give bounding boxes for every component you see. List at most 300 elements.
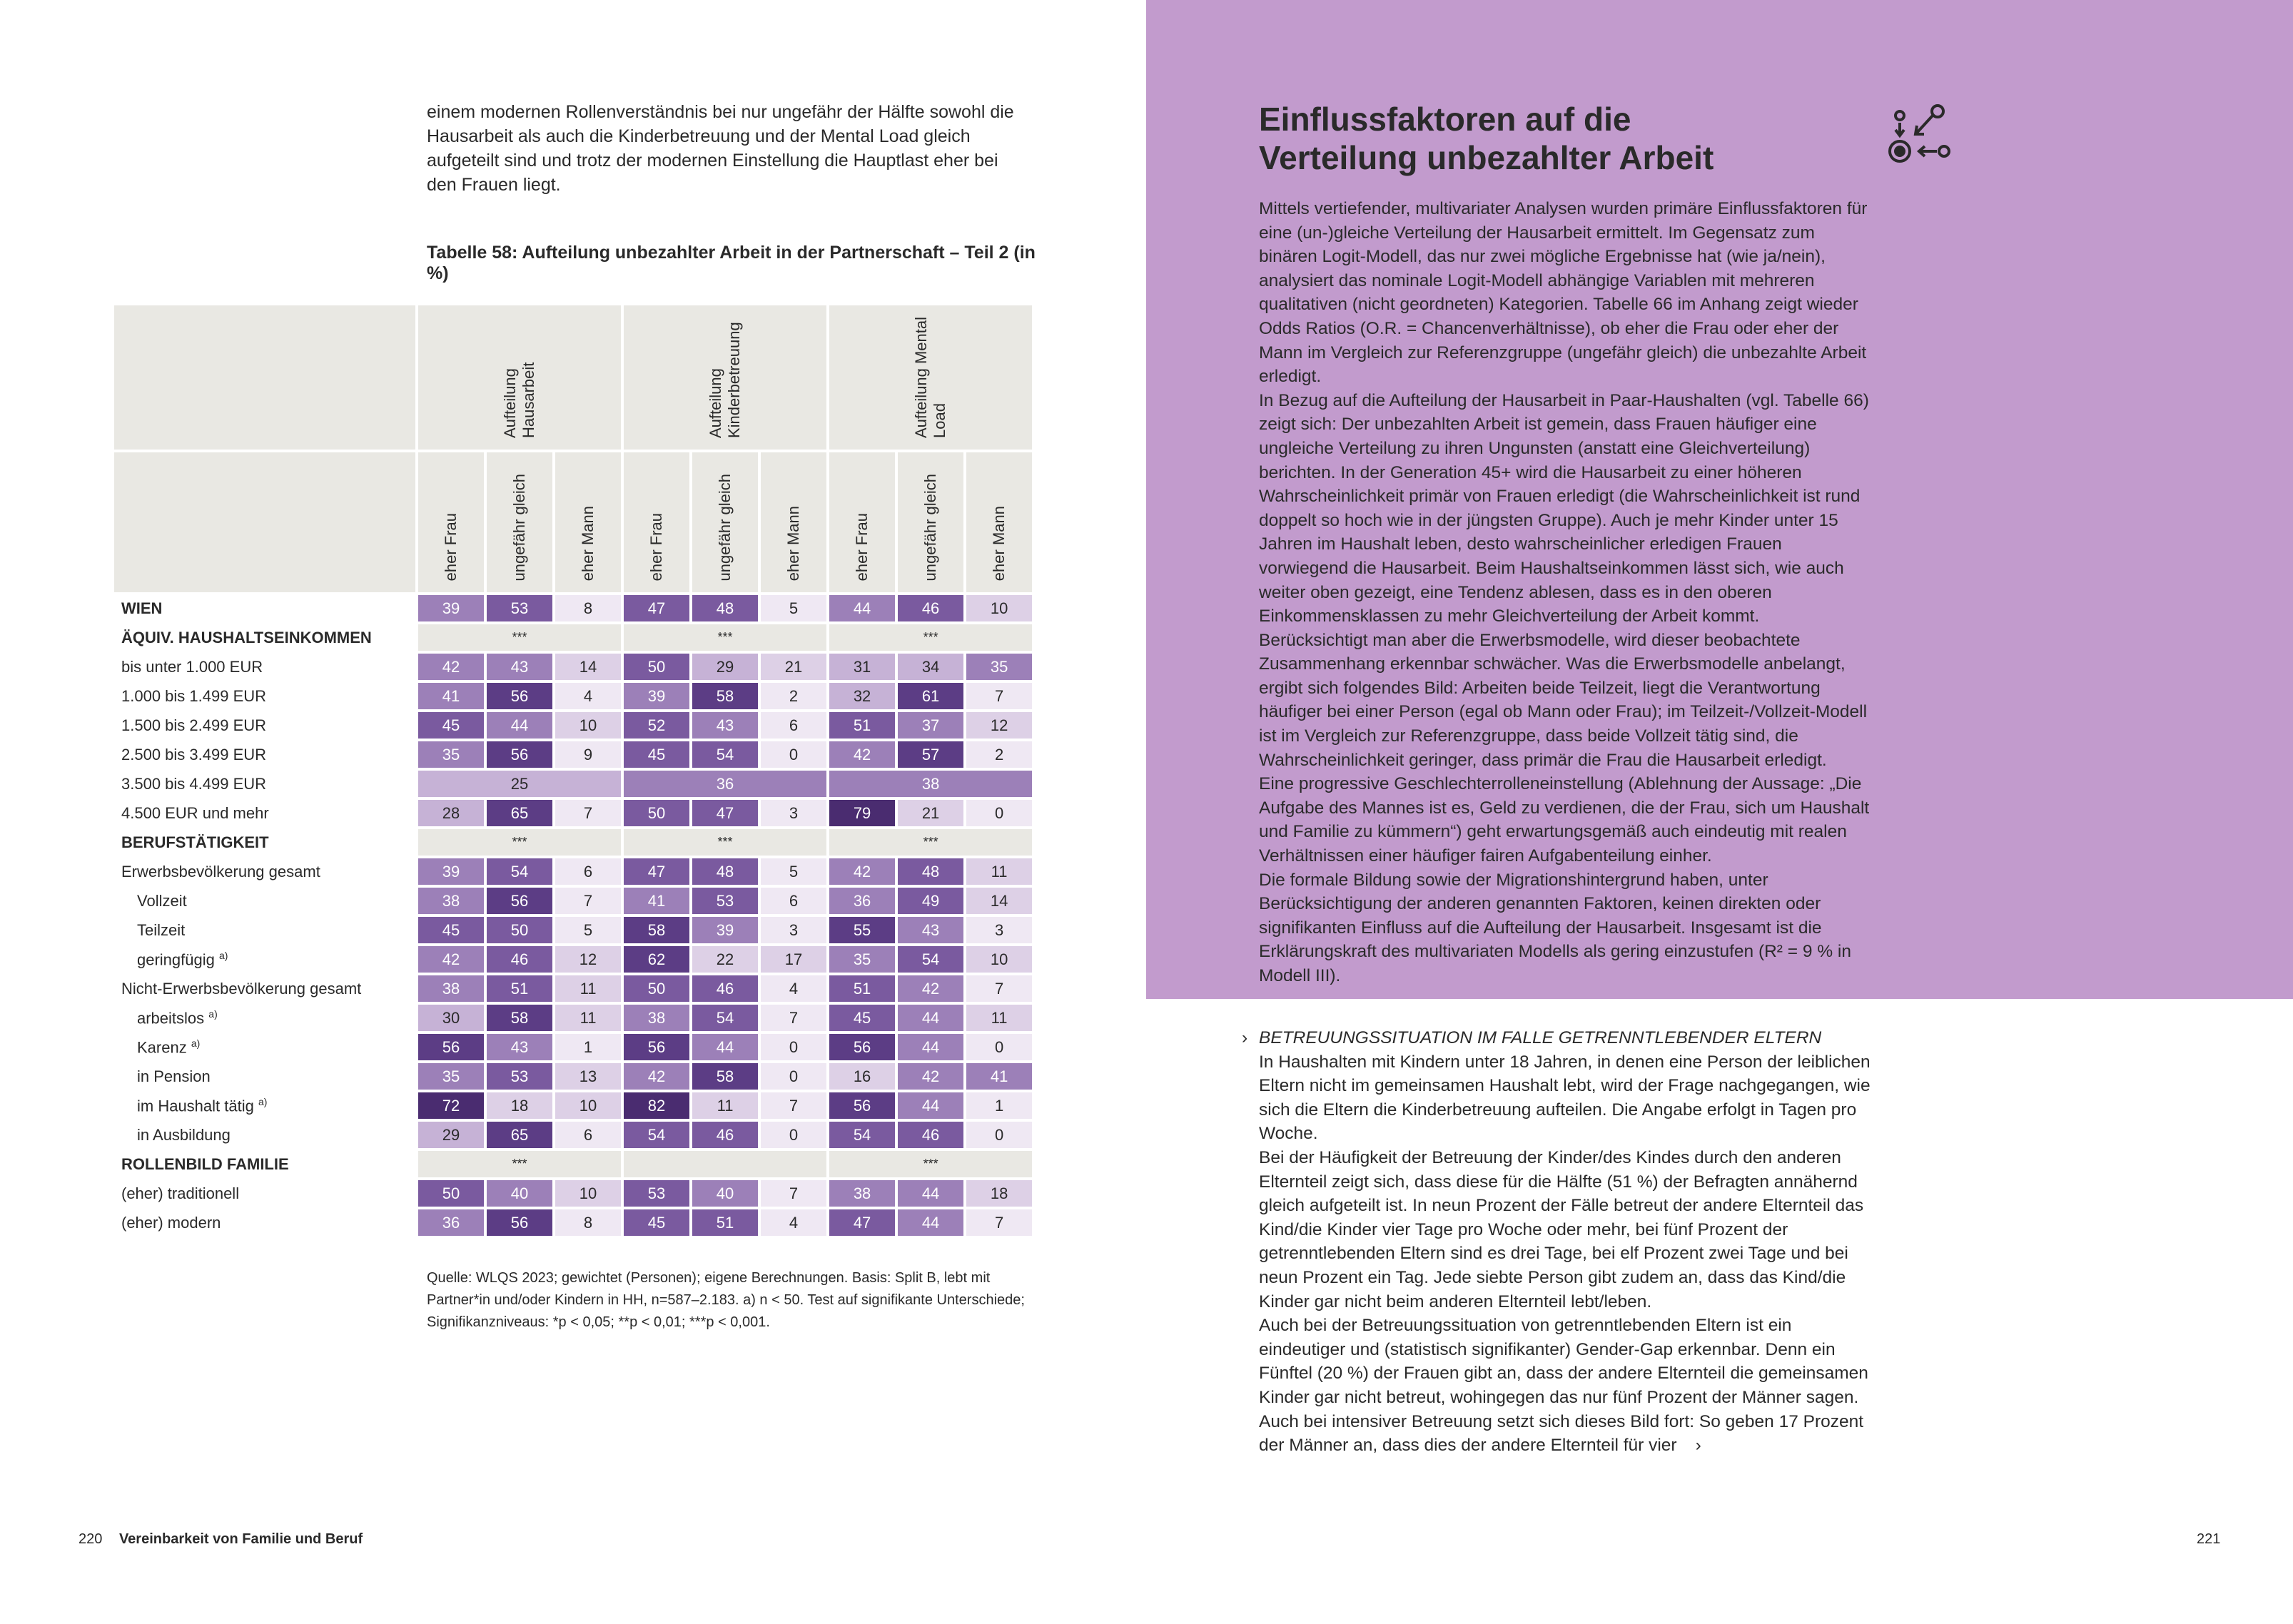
value-cell: 35 xyxy=(829,946,895,973)
value-cell: 50 xyxy=(624,800,689,826)
value-cell: 46 xyxy=(692,975,758,1002)
value-cell: 47 xyxy=(829,1209,895,1236)
value-cell: 4 xyxy=(761,1209,826,1236)
value-cell: 56 xyxy=(418,1034,484,1060)
value-cell: 45 xyxy=(624,741,689,768)
value-cell: 0 xyxy=(966,800,1032,826)
table-subheader-row xyxy=(114,452,1032,592)
value-cell: 7 xyxy=(761,1180,826,1207)
table-row xyxy=(114,1180,1032,1207)
value-cell: 43 xyxy=(898,917,963,943)
value-cell: 56 xyxy=(624,1034,689,1060)
merged-value-cell: 38 xyxy=(829,771,1032,797)
value-cell: 50 xyxy=(624,654,689,680)
row-label xyxy=(114,624,415,651)
value-cell: 54 xyxy=(692,1005,758,1031)
page-number: 220 xyxy=(79,1531,103,1547)
value-cell: 4 xyxy=(761,975,826,1002)
value-cell: 65 xyxy=(487,800,552,826)
value-cell: 10 xyxy=(966,595,1032,621)
value-cell: 38 xyxy=(624,1005,689,1031)
intro-paragraph: einem modernen Rollenverständnis bei nur ungefähr der Hälfte sowohl die Hausarbeit als auch die Kinderbetreuung und der Mental Load gleich aufgeteilt sind und trotz der modernen Einstellung die Hauptlast eher bei den Frauen liegt. xyxy=(427,102,1014,195)
value-cell: 42 xyxy=(829,741,895,768)
value-cell: 7 xyxy=(555,800,621,826)
value-cell: 52 xyxy=(624,712,689,739)
row-label-text: geringfügig xyxy=(137,950,215,969)
subcolumn-label: eher Mann xyxy=(579,505,597,581)
value-cell: 45 xyxy=(418,712,484,739)
value-cell: 72 xyxy=(418,1092,484,1119)
row-label xyxy=(114,771,415,797)
value-cell: 11 xyxy=(555,1005,621,1031)
significance-cell: *** xyxy=(829,1151,1032,1177)
merged-value-cell: 36 xyxy=(624,771,826,797)
value-cell: 45 xyxy=(418,917,484,943)
page-number-right: 221 xyxy=(2197,1531,2221,1547)
lower-section-heading xyxy=(1242,1026,1877,1050)
value-cell: 42 xyxy=(898,975,963,1002)
row-label-text: ROLLENBILD FAMILIE xyxy=(121,1154,289,1173)
value-cell: 10 xyxy=(555,712,621,739)
row-label xyxy=(114,975,415,1002)
lower-section-paragraph-text: Bei der Häufigkeit der Betreuung der Kinder/des Kindes durch den anderen Elternteil zeigt sich, dass diese für die Hälfte (51 %) der Befragten annähernd gleich aufgeteilt ist. In neun Prozent der Fälle betreut der andere Elternteil das Kind/die Kinder vier Tage pro Woche oder mehr, bei fünf Prozent der getrenntlebenden Eltern sind es drei Tage, bei elf Prozent zwei Tage und bei neun Prozent ein Tag. Jede siebte Person gibt zudem an, dass das Kind/die Kinder gar nicht beim anderen Elternteil lebt/leben. xyxy=(1259,1147,1864,1311)
value-cell: 2 xyxy=(761,683,826,709)
value-cell: 1 xyxy=(555,1034,621,1060)
value-cell: 0 xyxy=(761,1122,826,1148)
info-box-paragraph: In Bezug auf die Aufteilung der Hausarbeit in Paar-Haushalten (vgl. Tabelle 66) zeigt sich: Der unbezahlten Arbeit ist gemein, dass Frauen häufiger eine ungleiche Verteilung zu ihren Ungunsten (anstatt eine Gleichverteilung) berichten. In der Generation 45+ wird die Hausarbeit zu einer höheren Wahrscheinlichkeit primär von Frauen erledigt (die Wahrscheinlichkeit ist rund doppelt so hoch wie in der jüngsten Gruppe). Auch je mehr Kinder unter 15 Jahren im Haushalt leben, desto wahrscheinlicher erledigen Frauen vorwiegend die Hausarbeit. Beim Haushaltseinkommen lässt sich, wie auch weiter oben gezeigt, eine Tendenz ablesen, dass es in den oberen Einkommensklassen zu mehr Gleichverteilung der Arbeit kommt. Berücksichtigt man aber die Erwerbsmodelle, wird dieser beobachtete Zusammenhang erkennbar schwächer. Was die Erwerbsmodelle anbelangt, ergibt sich folgendes Bild: Arbeiten beide Teilzeit, liegt die Verantwortung häufiger bei einer Person (egal ob Mann oder Frau); im Teilzeit-/Vollzeit-Modell ist im Vergleich zur Referenzgruppe, dass beide Vollzeit tätig sind, die Wahrscheinlichkeit geringer, dass primär die Frau die Hausarbeit erledigt. xyxy=(1259,390,1869,770)
merged-value-cell: 25 xyxy=(418,771,621,797)
info-box-paragraph: Mittels vertiefender, multivariater Analysen wurden primäre Einflussfaktoren für eine (un-)gleiche Verteilung der Hausarbeit ermittelt. Im Gegensatz zum binären Logit-Modell, das nur zwei mögliche Ergebnisse hat (wie ja/nein), analysiert das nominale Logit-Modell abhängige Variablen mit mehreren qualitativen (nicht geordneten) Kategorien. Tabelle 66 im Anhang zeigt wieder Odds Ratios (O.R. = Chancenverhältnisse), ob eher die Frau oder eher der Mann im Vergleich zur Referenzgruppe (ungefähr gleich) die unbezahlte Arbeit erledigt. xyxy=(1259,199,1868,387)
value-cell: 48 xyxy=(692,858,758,885)
value-cell: 46 xyxy=(898,595,963,621)
value-cell: 42 xyxy=(418,654,484,680)
value-cell: 45 xyxy=(829,1005,895,1031)
value-cell: 8 xyxy=(555,1209,621,1236)
value-cell: 51 xyxy=(692,1209,758,1236)
value-cell: 40 xyxy=(487,1180,552,1207)
value-cell: 28 xyxy=(418,800,484,826)
value-cell: 43 xyxy=(692,712,758,739)
table-row xyxy=(114,829,1032,856)
factors-network-icon xyxy=(1884,100,1955,171)
value-cell: 44 xyxy=(898,1034,963,1060)
value-cell: 21 xyxy=(898,800,963,826)
value-cell: 65 xyxy=(487,1122,552,1148)
subcolumn-label: eher Mann xyxy=(990,505,1008,581)
table-group-header-row xyxy=(114,305,1032,450)
value-cell: 5 xyxy=(761,858,826,885)
value-cell: 42 xyxy=(418,946,484,973)
value-cell: 7 xyxy=(761,1005,826,1031)
table-row xyxy=(114,741,1032,768)
value-cell: 38 xyxy=(829,1180,895,1207)
row-label-text: arbeitslos xyxy=(137,1009,205,1027)
subcolumn-label: ungefähr gleich xyxy=(510,473,528,581)
value-cell: 62 xyxy=(624,946,689,973)
table-row xyxy=(114,1209,1032,1236)
row-label-text: Nicht-Erwerbsbevölkerung gesamt xyxy=(121,979,362,998)
value-cell: 12 xyxy=(555,946,621,973)
value-cell: 44 xyxy=(692,1034,758,1060)
value-cell: 7 xyxy=(761,1092,826,1119)
value-cell: 39 xyxy=(692,917,758,943)
subcolumn-label: eher Mann xyxy=(784,505,803,581)
value-cell: 7 xyxy=(555,888,621,914)
value-cell: 31 xyxy=(829,654,895,680)
table-corner-cell xyxy=(114,305,415,450)
value-cell: 58 xyxy=(487,1005,552,1031)
value-cell: 56 xyxy=(487,888,552,914)
value-cell: 38 xyxy=(418,888,484,914)
row-label xyxy=(114,1180,415,1207)
value-cell: 10 xyxy=(555,1180,621,1207)
subcolumn-header xyxy=(829,452,895,592)
table-row xyxy=(114,858,1032,885)
value-cell: 16 xyxy=(829,1063,895,1090)
value-cell: 36 xyxy=(829,888,895,914)
value-cell: 3 xyxy=(761,800,826,826)
value-cell: 4 xyxy=(555,683,621,709)
value-cell: 40 xyxy=(692,1180,758,1207)
info-box-heading-line: Verteilung unbezahlter Arbeit xyxy=(1259,139,1714,176)
footnote-marker: a) xyxy=(258,1095,268,1107)
value-cell: 35 xyxy=(966,654,1032,680)
value-cell: 44 xyxy=(898,1180,963,1207)
row-label xyxy=(114,712,415,739)
row-label xyxy=(114,1151,415,1177)
row-label-text: Vollzeit xyxy=(137,891,187,910)
row-label-text: WIEN xyxy=(121,599,163,617)
row-label-text: BERUFSTÄTIGKEIT xyxy=(121,833,269,851)
row-label-text: 4.500 EUR und mehr xyxy=(121,803,269,822)
row-label-text: Teilzeit xyxy=(137,920,186,939)
table-row xyxy=(114,712,1032,739)
value-cell: 0 xyxy=(761,1034,826,1060)
value-cell: 58 xyxy=(624,917,689,943)
value-cell: 29 xyxy=(418,1122,484,1148)
value-cell: 0 xyxy=(966,1034,1032,1060)
value-cell: 56 xyxy=(829,1034,895,1060)
significance-cell: *** xyxy=(418,624,621,651)
info-box-text xyxy=(1259,197,1873,988)
value-cell: 35 xyxy=(418,741,484,768)
group-header-mental-load xyxy=(829,305,1032,450)
continue-arrow-icon: › xyxy=(1695,1436,1701,1456)
info-box-paragraph: Die formale Bildung sowie der Migrationshintergrund haben, unter Berücksichtigung der anderen genannten Faktoren, keinen direkten oder signifikanten Einfluss auf die Aufteilung der Hausarbeit. Insgesamt ist die Erklärungskraft des multivariaten Modells als gering einzustufen (R² = 9 % in Modell III). xyxy=(1259,870,1851,985)
footnote-marker: a) xyxy=(191,1037,201,1049)
table-corner-cell xyxy=(114,452,415,592)
value-cell: 51 xyxy=(829,975,895,1002)
lower-section xyxy=(1242,1026,1877,1458)
value-cell: 7 xyxy=(966,683,1032,709)
subcolumn-header xyxy=(966,452,1032,592)
row-label-text: 1.500 bis 2.499 EUR xyxy=(121,716,267,734)
subcolumn-header xyxy=(898,452,963,592)
row-label xyxy=(114,858,415,885)
value-cell: 39 xyxy=(624,683,689,709)
info-box-heading-line: Einflussfaktoren auf die xyxy=(1259,101,1631,138)
row-label xyxy=(114,683,415,709)
value-cell: 34 xyxy=(898,654,963,680)
table-row xyxy=(114,946,1032,973)
row-label xyxy=(114,946,415,973)
value-cell: 11 xyxy=(966,1005,1032,1031)
row-label xyxy=(114,741,415,768)
subcolumn-header xyxy=(487,452,552,592)
value-cell: 54 xyxy=(829,1122,895,1148)
row-label-text: bis unter 1.000 EUR xyxy=(121,657,263,676)
value-cell: 51 xyxy=(487,975,552,1002)
value-cell: 43 xyxy=(487,654,552,680)
value-cell: 8 xyxy=(555,595,621,621)
value-cell: 36 xyxy=(418,1209,484,1236)
value-cell: 21 xyxy=(761,654,826,680)
table-row xyxy=(114,888,1032,914)
row-label-text: Erwerbsbevölkerung gesamt xyxy=(121,862,320,880)
subcolumn-label: eher Frau xyxy=(853,512,871,581)
value-cell: 18 xyxy=(487,1092,552,1119)
lower-section-paragraph-text: In Haushalten mit Kindern unter 18 Jahren, in denen eine Person der leiblichen Eltern nicht im gemeinsamen Haushalt lebt, wird der Frage nachgegangen, wie sich die Eltern die Kinderbetreuung aufteilen. Die Angabe erfolgt in Tagen pro Woche. xyxy=(1259,1052,1871,1144)
value-cell: 54 xyxy=(487,858,552,885)
row-label-text: in Pension xyxy=(137,1067,211,1085)
source-note: Quelle: WLQS 2023; gewichtet (Personen); eigene Berechnungen. Basis: Split B, lebt mit Partner*in und/oder Kindern in HH, n=587–2.183. a) n < 50. Test auf signifikante Unterschiede; Signifikanzniveaus: *p < 0,05; **p < 0,01; ***p < 0,001. xyxy=(427,1270,1025,1330)
row-label-text: ÄQUIV. HAUSHALTSEINKOMMEN xyxy=(121,628,372,646)
row-label xyxy=(114,1122,415,1148)
group-header-label: Aufteilung Hausarbeit xyxy=(501,362,538,438)
value-cell: 6 xyxy=(761,712,826,739)
lower-section-paragraph-text: Auch bei der Betreuungssituation von getrenntlebenden Eltern ist ein eindeutiger und (statistisch signifikanter) Gender-Gap erkennbar. Denn ein Fünftel (20 %) der Frauen gibt an, dass der andere Elternteil die gemeinsamen Kinder gar nicht betreut, wohingegen das nur fünf Prozent der Männer sagen. Auch bei intensiver Betreuung setzt sich dieses Bild fort: So geben 17 Prozent der Männer an, dass dies der andere Elternteil für vier xyxy=(1259,1316,1868,1456)
footer-section-title: Vereinbarkeit von Familie und Beruf xyxy=(118,1531,363,1547)
subcolumn-label: eher Frau xyxy=(647,512,666,581)
group-header-kinderbetreuung xyxy=(624,305,826,450)
table-title: Tabelle 58: Aufteilung unbezahlter Arbeit in der Partnerschaft – Teil 2 (in %) xyxy=(427,243,1036,283)
subcolumn-header xyxy=(418,452,484,592)
chevron-right-icon: › xyxy=(1242,1028,1248,1047)
value-cell: 50 xyxy=(487,917,552,943)
value-cell: 46 xyxy=(692,1122,758,1148)
footnote-marker: a) xyxy=(208,1008,218,1020)
subcolumn-label: ungefähr gleich xyxy=(921,473,940,581)
lower-section-body xyxy=(1242,1050,1877,1458)
value-cell: 58 xyxy=(692,1063,758,1090)
value-cell: 10 xyxy=(555,1092,621,1119)
table-row xyxy=(114,654,1032,680)
value-cell: 58 xyxy=(692,683,758,709)
row-label xyxy=(114,654,415,680)
value-cell: 42 xyxy=(898,1063,963,1090)
value-cell: 5 xyxy=(761,595,826,621)
subcolumn-header xyxy=(624,452,689,592)
value-cell: 10 xyxy=(966,946,1032,973)
value-cell: 47 xyxy=(692,800,758,826)
table-row xyxy=(114,624,1032,651)
value-cell: 44 xyxy=(829,595,895,621)
value-cell: 56 xyxy=(487,683,552,709)
value-cell: 41 xyxy=(624,888,689,914)
data-table xyxy=(111,303,1035,1239)
value-cell: 53 xyxy=(487,1063,552,1090)
value-cell: 56 xyxy=(487,741,552,768)
value-cell: 2 xyxy=(966,741,1032,768)
value-cell: 39 xyxy=(418,858,484,885)
value-cell: 50 xyxy=(624,975,689,1002)
row-label xyxy=(114,888,415,914)
value-cell: 56 xyxy=(487,1209,552,1236)
value-cell: 42 xyxy=(624,1063,689,1090)
value-cell: 82 xyxy=(624,1092,689,1119)
value-cell: 43 xyxy=(487,1034,552,1060)
lower-section-paragraph xyxy=(1259,1050,1877,1146)
lower-section-paragraph xyxy=(1259,1314,1877,1458)
table-row xyxy=(114,771,1032,797)
value-cell: 6 xyxy=(761,888,826,914)
table-body xyxy=(114,595,1032,1236)
value-cell: 57 xyxy=(898,741,963,768)
row-label-text: 3.500 bis 4.499 EUR xyxy=(121,774,267,793)
value-cell: 3 xyxy=(761,917,826,943)
value-cell: 45 xyxy=(624,1209,689,1236)
value-cell: 18 xyxy=(966,1180,1032,1207)
significance-cell: *** xyxy=(418,829,621,856)
value-cell: 32 xyxy=(829,683,895,709)
value-cell: 46 xyxy=(898,1122,963,1148)
row-label xyxy=(114,1034,415,1060)
value-cell: 0 xyxy=(761,741,826,768)
row-label-text: (eher) modern xyxy=(121,1213,221,1232)
footer-left xyxy=(79,1531,363,1548)
table-row xyxy=(114,1005,1032,1031)
value-cell: 42 xyxy=(829,858,895,885)
value-cell: 49 xyxy=(898,888,963,914)
value-cell: 22 xyxy=(692,946,758,973)
value-cell: 51 xyxy=(829,712,895,739)
value-cell: 35 xyxy=(418,1063,484,1090)
value-cell: 44 xyxy=(898,1209,963,1236)
value-cell: 6 xyxy=(555,858,621,885)
info-box-heading xyxy=(1259,100,1901,177)
value-cell: 7 xyxy=(966,1209,1032,1236)
value-cell: 38 xyxy=(418,975,484,1002)
significance-cell xyxy=(624,1151,826,1177)
value-cell: 48 xyxy=(898,858,963,885)
value-cell: 44 xyxy=(898,1092,963,1119)
table-row xyxy=(114,800,1032,826)
group-header-label: Aufteilung Mental Load xyxy=(912,317,949,438)
info-box-paragraph: Eine progressive Geschlechterrolleneinstellung (Ablehnung der Aussage: „Die Aufgabe des Mannes ist es, Geld zu verdienen, die der Frau, sich um Haushalt und Familie zu kümmern“) geht erwartungsgemäß auch eindeutig mit realen Verhältnissen einer häufiger fairen Aufgabenteilung einher. xyxy=(1259,774,1870,866)
value-cell: 5 xyxy=(555,917,621,943)
value-cell: 12 xyxy=(966,712,1032,739)
value-cell: 53 xyxy=(692,888,758,914)
value-cell: 44 xyxy=(898,1005,963,1031)
value-cell: 1 xyxy=(966,1092,1032,1119)
value-cell: 0 xyxy=(761,1063,826,1090)
value-cell: 53 xyxy=(487,595,552,621)
value-cell: 7 xyxy=(966,975,1032,1002)
value-cell: 13 xyxy=(555,1063,621,1090)
table-row xyxy=(114,1034,1032,1060)
value-cell: 54 xyxy=(898,946,963,973)
table-row xyxy=(114,1122,1032,1148)
lower-section-heading-text: BETREUUNGSSITUATION IM FALLE GETRENNTLEBENDER ELTERN xyxy=(1259,1028,1822,1047)
row-label xyxy=(114,1005,415,1031)
value-cell: 46 xyxy=(487,946,552,973)
value-cell: 11 xyxy=(692,1092,758,1119)
subcolumn-header xyxy=(555,452,621,592)
subcolumn-header xyxy=(761,452,826,592)
row-label xyxy=(114,1092,415,1119)
row-label-text: (eher) traditionell xyxy=(121,1184,240,1202)
row-label xyxy=(114,829,415,856)
value-cell: 47 xyxy=(624,595,689,621)
value-cell: 37 xyxy=(898,712,963,739)
value-cell: 44 xyxy=(487,712,552,739)
table-row xyxy=(114,683,1032,709)
significance-cell: *** xyxy=(829,624,1032,651)
table-row xyxy=(114,1063,1032,1090)
significance-cell: *** xyxy=(624,829,826,856)
value-cell: 54 xyxy=(692,741,758,768)
table-row xyxy=(114,595,1032,621)
row-label xyxy=(114,800,415,826)
row-label-text: in Ausbildung xyxy=(137,1125,231,1144)
value-cell: 50 xyxy=(418,1180,484,1207)
row-label-text: Karenz xyxy=(137,1038,187,1057)
value-cell: 11 xyxy=(555,975,621,1002)
value-cell: 3 xyxy=(966,917,1032,943)
subcolumn-header xyxy=(692,452,758,592)
subcolumn-label: ungefähr gleich xyxy=(716,473,734,581)
footnote-marker: a) xyxy=(219,949,228,961)
group-header-hausarbeit xyxy=(418,305,621,450)
table-row xyxy=(114,1151,1032,1177)
value-cell: 56 xyxy=(829,1092,895,1119)
value-cell: 0 xyxy=(966,1122,1032,1148)
row-label-text: 1.000 bis 1.499 EUR xyxy=(121,686,267,705)
row-label xyxy=(114,1063,415,1090)
significance-cell: *** xyxy=(829,829,1032,856)
value-cell: 79 xyxy=(829,800,895,826)
value-cell: 41 xyxy=(966,1063,1032,1090)
table-row xyxy=(114,1092,1032,1119)
value-cell: 6 xyxy=(555,1122,621,1148)
value-cell: 41 xyxy=(418,683,484,709)
significance-cell: *** xyxy=(418,1151,621,1177)
value-cell: 55 xyxy=(829,917,895,943)
value-cell: 11 xyxy=(966,858,1032,885)
value-cell: 17 xyxy=(761,946,826,973)
value-cell: 61 xyxy=(898,683,963,709)
row-label xyxy=(114,917,415,943)
row-label xyxy=(114,595,415,621)
value-cell: 54 xyxy=(624,1122,689,1148)
value-cell: 47 xyxy=(624,858,689,885)
value-cell: 53 xyxy=(624,1180,689,1207)
value-cell: 39 xyxy=(418,595,484,621)
significance-cell: *** xyxy=(624,624,826,651)
group-header-label: Aufteilung Kinderbetreuung xyxy=(707,322,744,438)
value-cell: 48 xyxy=(692,595,758,621)
value-cell: 14 xyxy=(966,888,1032,914)
value-cell: 14 xyxy=(555,654,621,680)
table-row xyxy=(114,975,1032,1002)
row-label-text: im Haushalt tätig xyxy=(137,1097,254,1115)
row-label-text: 2.500 bis 3.499 EUR xyxy=(121,745,267,763)
value-cell: 9 xyxy=(555,741,621,768)
value-cell: 29 xyxy=(692,654,758,680)
row-label xyxy=(114,1209,415,1236)
value-cell: 30 xyxy=(418,1005,484,1031)
lower-section-paragraph xyxy=(1259,1146,1877,1314)
